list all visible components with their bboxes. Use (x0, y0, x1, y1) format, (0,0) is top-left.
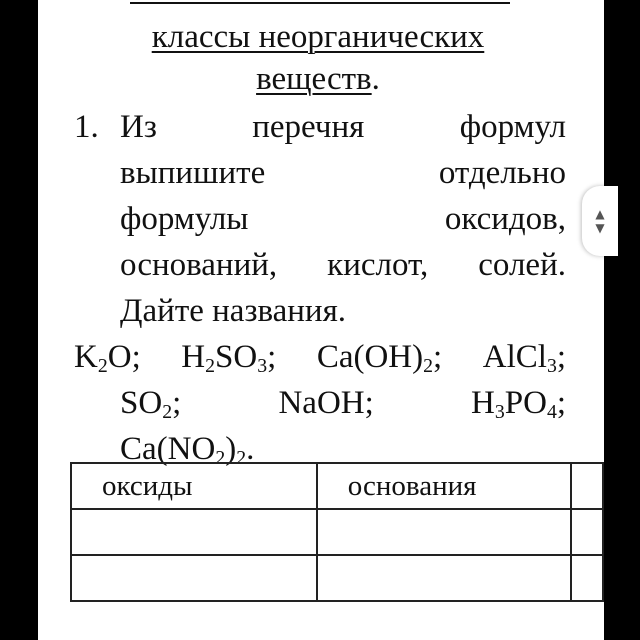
formula-alcl3: AlCl$_3$; (482, 339, 566, 377)
formula-h3po4: $H_3PO_4$; (471, 385, 566, 423)
chevron-down-icon: ▼ (595, 221, 605, 235)
heading-line-2: веществ. (256, 61, 380, 97)
document-page (38, 0, 604, 640)
header-oxides: оксиды (71, 463, 317, 509)
formula-cano22: $Ca(NO_2)_2$. (120, 431, 255, 469)
heading-line-1: классы неорганических (151, 19, 485, 55)
table-cell-bases[interactable] (317, 509, 571, 555)
header-bases: основания (317, 463, 571, 509)
task-number: 1. (74, 109, 99, 145)
task-line-3: формулы оксидов, (120, 201, 566, 237)
task-text (120, 104, 566, 334)
table-row (71, 509, 603, 555)
task-line-4: оснований, кислот, солей. (120, 247, 566, 283)
header-cut-off (571, 463, 603, 509)
table-cell-oxides[interactable] (71, 509, 317, 555)
cut-off-heading-line (130, 0, 510, 4)
task-line-1: Из перечня формул (120, 109, 566, 145)
formula-caoh2: $Ca(OH)_2$; (316, 339, 443, 377)
task-line-5: Дайте названия. (120, 293, 347, 329)
formula-naoh: NaOH; (278, 385, 374, 421)
formula-so2: $SO_2$; (120, 385, 182, 423)
table-cell-cut-off (571, 555, 603, 601)
formula-row-1 (74, 334, 566, 380)
table-cell-oxides[interactable] (71, 555, 317, 601)
table-row (71, 555, 603, 601)
formula-k2o: $K_2O$; (74, 339, 141, 377)
answer-table (70, 462, 604, 602)
task-line-2: выпишите отдельно (120, 155, 566, 191)
chevron-up-icon: ▲ (595, 207, 605, 221)
formula-row-2 (120, 380, 566, 426)
scroll-handle[interactable] (582, 186, 618, 256)
formula-list (74, 334, 566, 472)
table-header-row (71, 463, 603, 509)
formula-h2so3: $H_2SO_3$; (181, 339, 277, 377)
table-cell-cut-off (571, 509, 603, 555)
table-cell-bases[interactable] (317, 555, 571, 601)
